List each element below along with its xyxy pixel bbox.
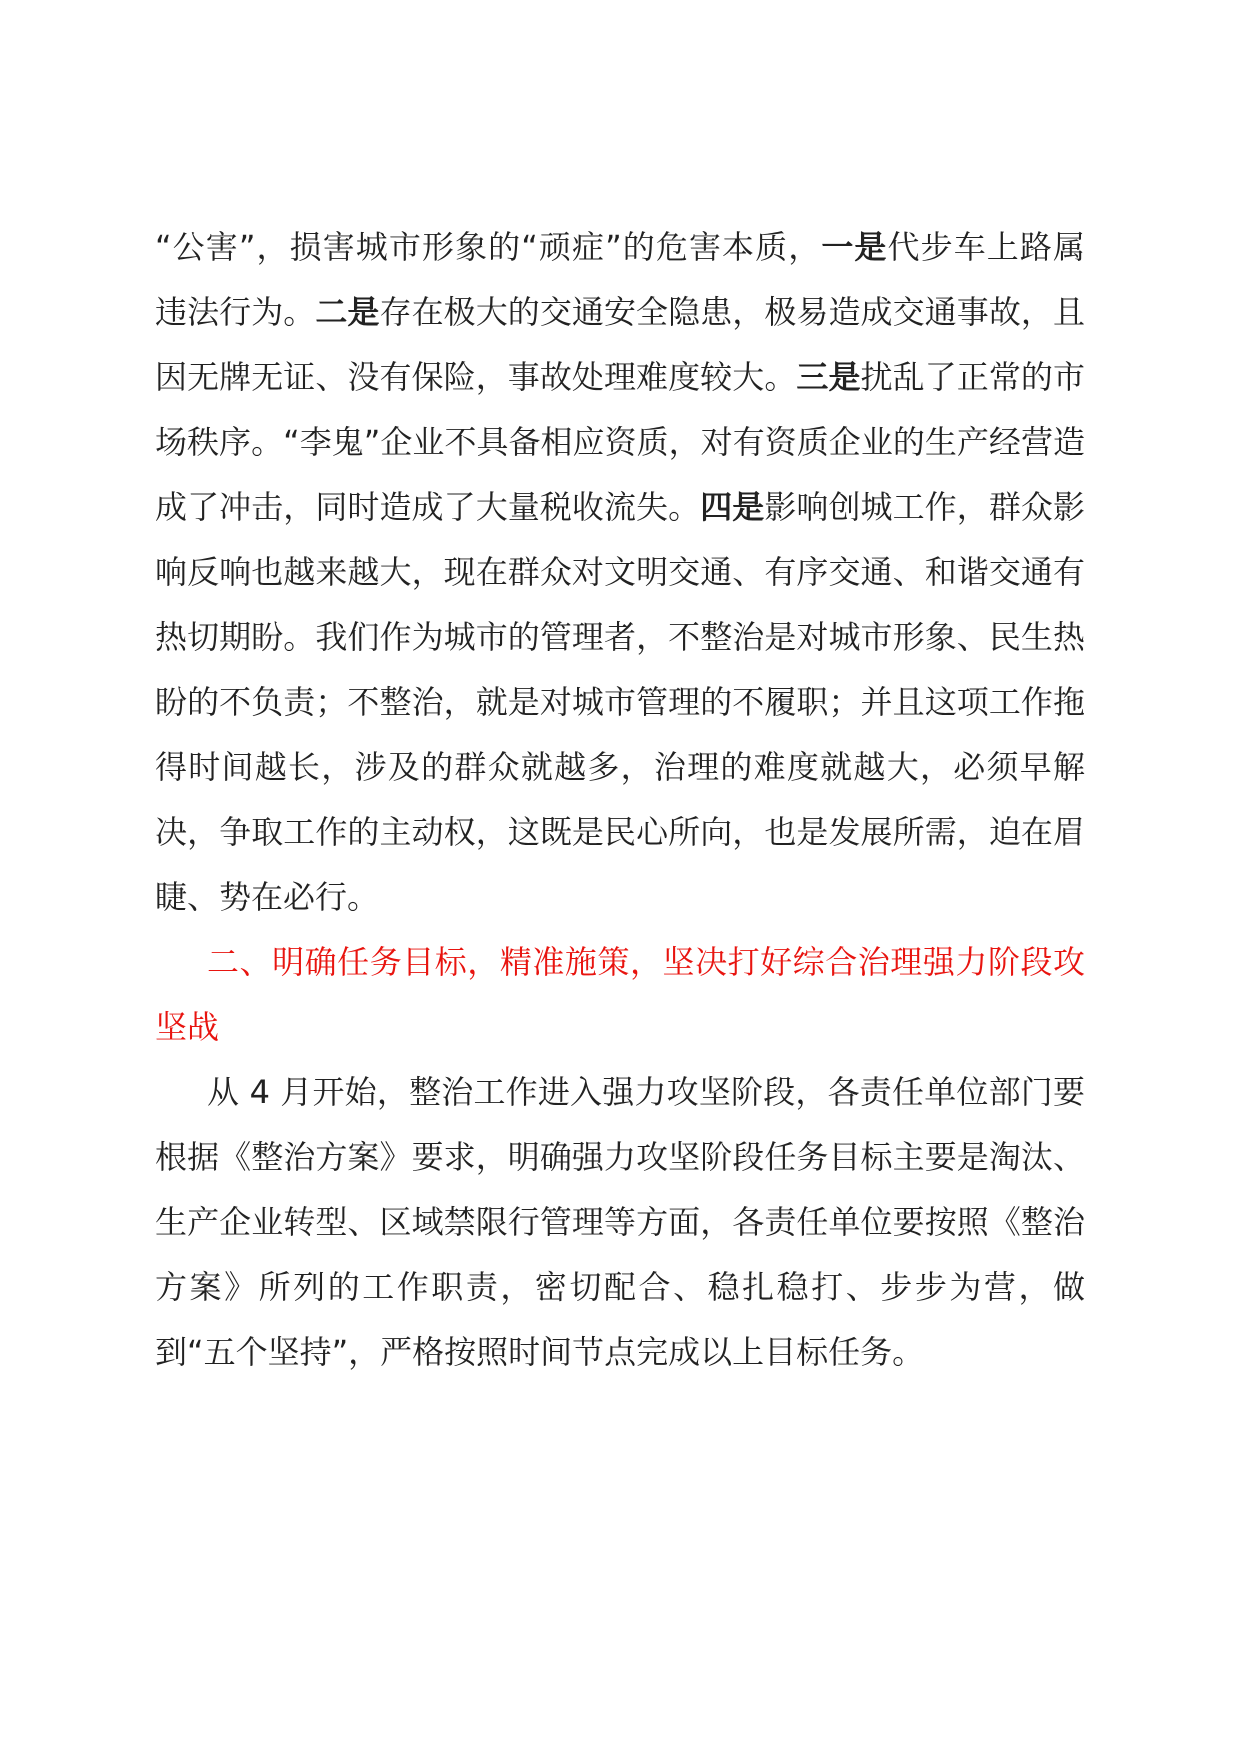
text-segment: 扰乱了正常的市场秩序。“李鬼”企业不具备相应资质，对有资质企业的生产经营造成了冲击，同时造成了大量税收流失。 <box>155 358 1085 526</box>
section-heading: 二、明确任务目标，精准施策，坚决打好综合治理强力阶段攻坚战 <box>155 943 1085 1046</box>
text-segment: 存在极大的交通安全隐患，极易造成交通事故，且因无牌无证、没有保险，事故处理难度较大。 <box>155 293 1085 396</box>
text-segment: “公害”，损害城市形象的“顽症”的危害本质， <box>155 228 822 266</box>
bold-marker-four: 四是 <box>700 488 765 526</box>
paragraph-tasks: 从 4 月开始，整治工作进入强力攻坚阶段，各责任单位部门要根据《整治方案》要求，明确强力攻坚阶段任务目标主要是淘汰、生产企业转型、区域禁限行管理等方面，各责任单位要按照《整治方案》所列的工作职责，密切配合、稳扎稳打、步步为营，做到“五个坚持”，严格按照时间节点完成以上目标任务。 <box>155 1073 1085 1371</box>
bold-marker-one: 一是 <box>821 228 888 266</box>
text-segment: 代步车上路属违法行为。 <box>155 228 1085 331</box>
bold-marker-two: 二是 <box>315 293 380 331</box>
text-segment: 影响创城工作，群众影响反响也越来越大，现在群众对文明交通、有序交通、和谐交通有热切期盼。我们作为城市的管理者，不整治是对城市形象、民生热盼的不负责；不整治，就是对城市管理的不履职；并且这项工作拖得时间越长，涉及的群众就越多，治理的难度就越大，必须早解决，争取工作的主动权，这既是民心所向，也是发展所需，迫在眉睫、势在必行。 <box>155 488 1085 916</box>
paragraph-harms <box>155 215 1085 930</box>
bold-marker-three: 三是 <box>796 358 861 396</box>
document-body <box>155 215 1085 1385</box>
